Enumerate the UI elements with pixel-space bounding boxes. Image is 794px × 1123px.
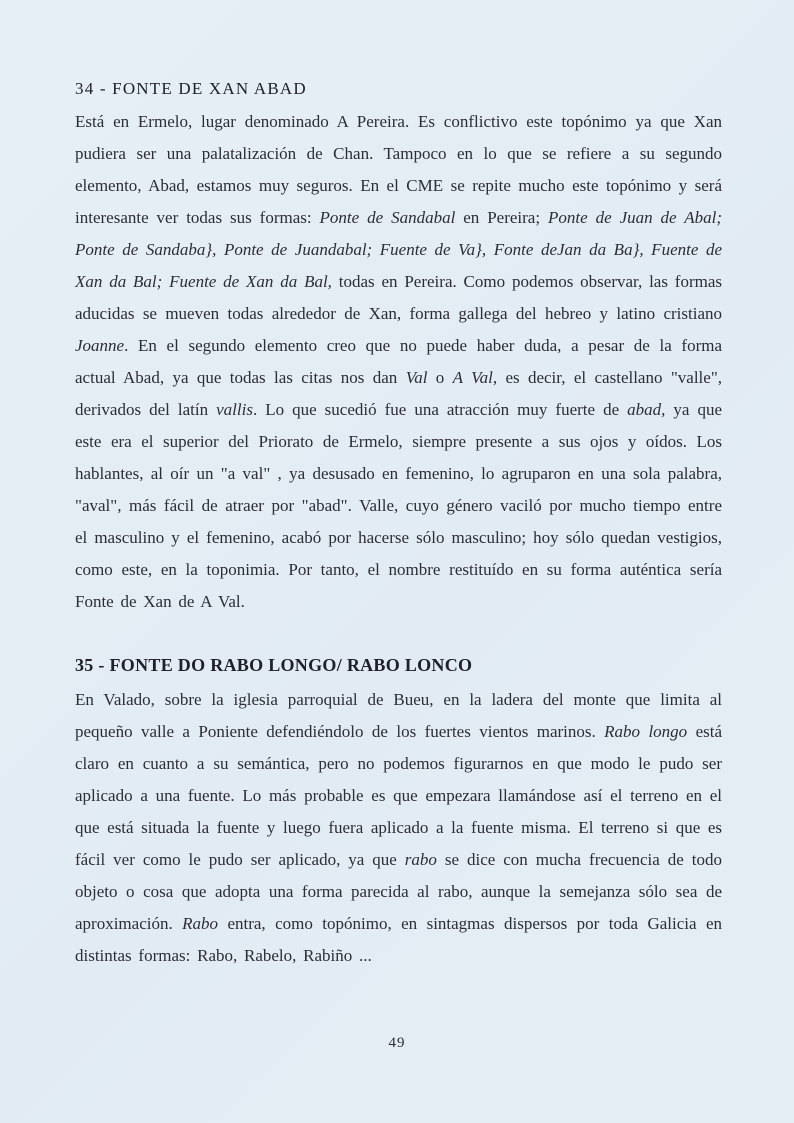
section-35-heading: 35 - FONTE DO RABO LONGO/ RABO LONCO	[75, 655, 473, 675]
section-35-paragraph: En Valado, sobre la iglesia parroquial de Bueu, en la ladera del monte que limita al pequeño valle a Poniente defendiéndolo de los fuertes vientos marinos. Rabo longo está claro en cuanto a su semántica, pero no podemos figurarnos en que modo le pudo ser aplicado a una fuente. Lo más probable es que empezara llamándose así el terreno en el que está situada la fuente y luego fuera aplicado a la fuente misma. El terreno si que es fácil ver como le pudo ser aplicado, ya que rabo se dice con mucha frecuencia de todo objeto o cosa que adopta una forma parecida al rabo, aunque la semejanza sólo sea de aproximación. Rabo entra, como topónimo, en sintagmas dispersos por toda Galicia en distintas formas: Rabo, Rabelo, Rabiño ...	[75, 690, 722, 965]
page-number: 49	[388, 1035, 406, 1051]
section-34	[75, 76, 722, 618]
section-35	[75, 652, 722, 972]
page-footer	[0, 1034, 794, 1052]
section-34-heading: 34 - FONTE DE XAN ABAD	[75, 79, 307, 98]
section-34-paragraph: Está en Ermelo, lugar denominado A Pereira. Es conflictivo este topónimo ya que Xan pudiera ser una palatalización de Chan. Tampoco en lo que se refiere a su segundo elemento, Abad, estamos muy seguros. En el CME se repite mucho este topónimo y será interesante ver todas sus formas: Ponte de Sandabal en Pereira; Ponte de Juan de Abal; Ponte de Sandaba}, Ponte de Juandabal; Fuente de Va}, Fonte deJan da Ba}, Fuente de Xan da Bal; Fuente de Xan da Bal, todas en Pereira. Como podemos observar, las formas aducidas se mueven todas alrededor de Xan, forma gallega del hebreo y latino cristiano Joanne. En el segundo elemento creo que no puede haber duda, a pesar de la forma actual Abad, ya que todas las citas nos dan Val o A Val, es decir, el castellano "valle", derivados del latín vallis. Lo que sucedió fue una atracción muy fuerte de abad, ya que este era el superior del Priorato de Ermelo, siempre presente a sus ojos y oídos. Los hablantes, al oír un "a val" , ya desusado en femenino, lo agruparon en una sola palabra, "aval", más fácil de atraer por "abad". Valle, cuyo género vaciló por mucho tiempo entre el masculino y el femenino, acabó por hacerse sólo masculino; hoy sólo quedan vestigios, como este, en la toponimia. Por tanto, el nombre restituído en su forma auténtica sería Fonte de Xan de A Val.	[75, 112, 723, 611]
